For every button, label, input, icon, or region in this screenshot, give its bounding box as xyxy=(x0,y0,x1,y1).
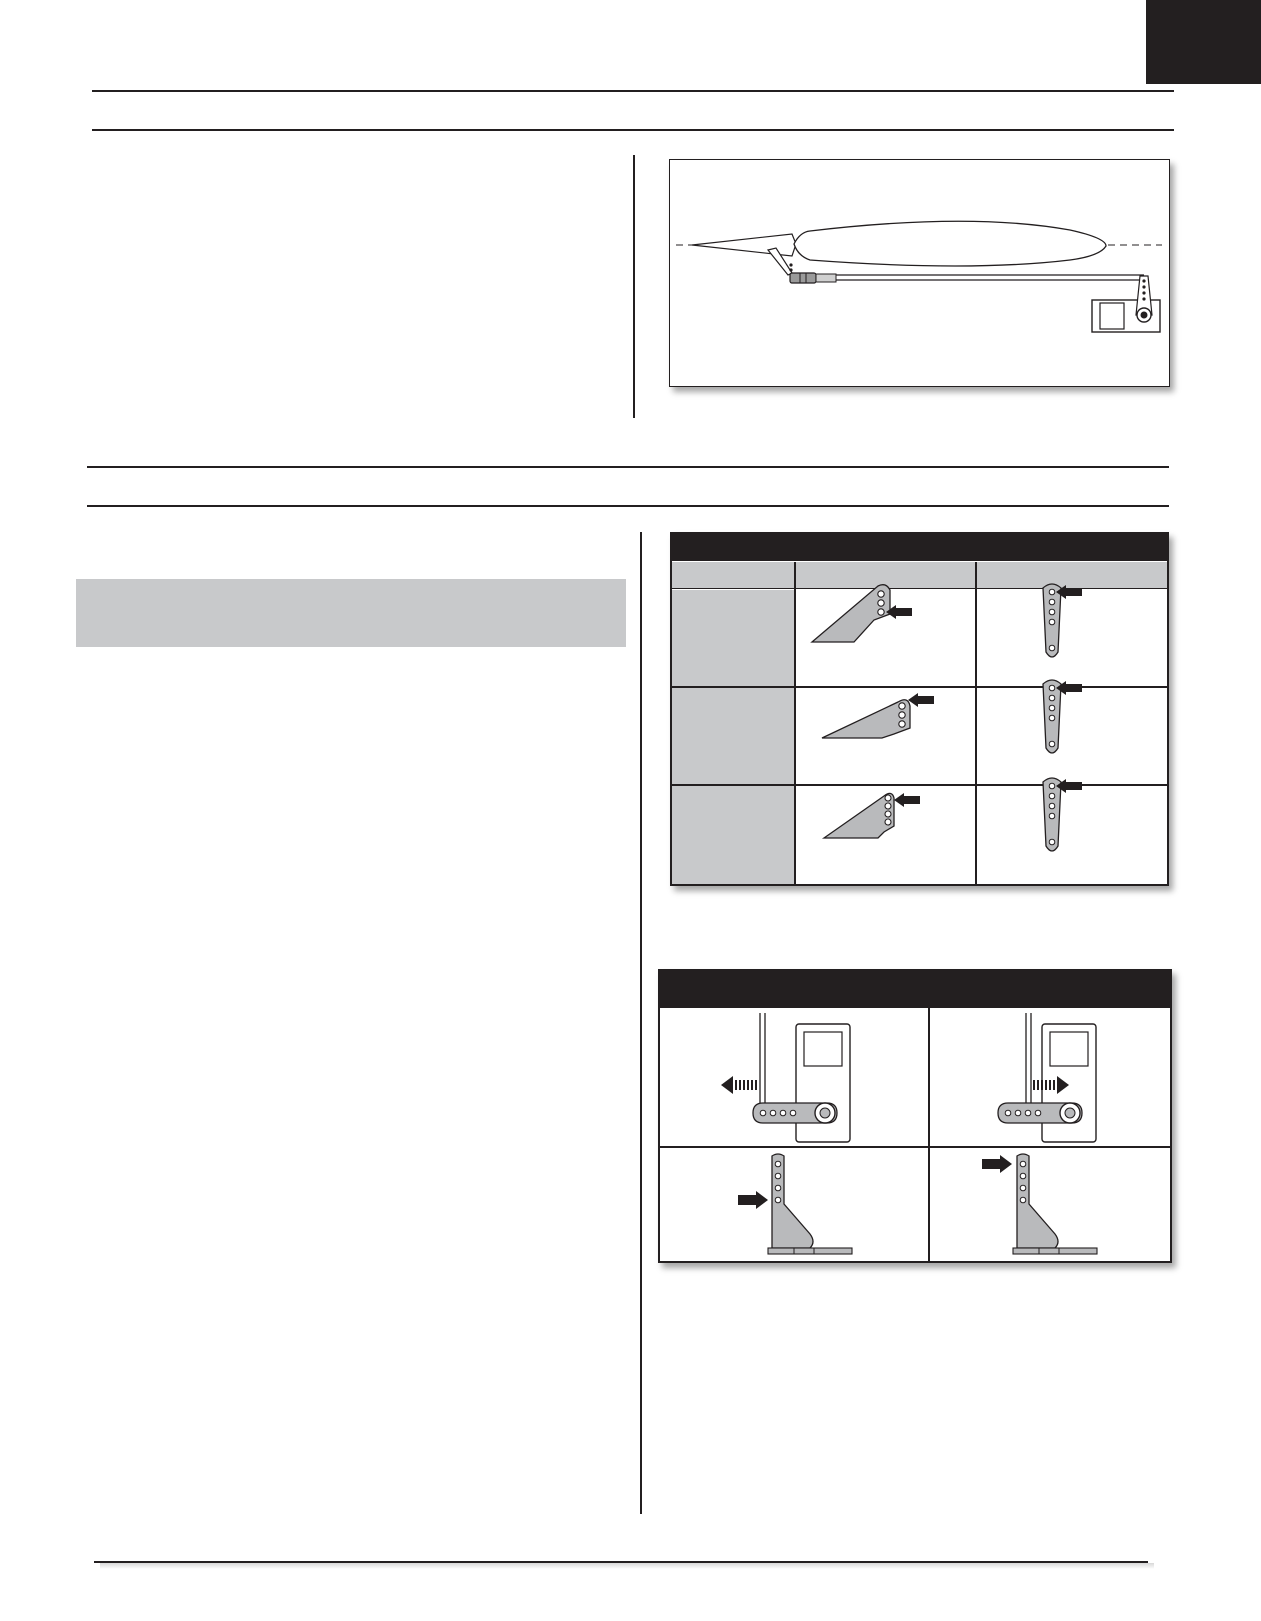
servo-arm-icon xyxy=(753,1103,837,1123)
servo-arm-icon xyxy=(1043,680,1061,753)
section-rule-bottom-2 xyxy=(87,505,1169,507)
horn-arm-illustrations xyxy=(672,534,1167,884)
arrow-icon xyxy=(908,693,934,707)
control-horn-icon xyxy=(1013,1154,1097,1254)
linkage-figure xyxy=(669,159,1170,387)
horn-hole-table xyxy=(670,532,1169,886)
callout-band xyxy=(76,579,626,647)
control-horn-icon xyxy=(824,793,894,838)
control-horn-icon xyxy=(768,1154,852,1254)
clevis-icon xyxy=(790,273,816,283)
section-tab xyxy=(1146,0,1261,84)
servo-arm-icon xyxy=(1043,778,1061,851)
section-rule-top-2 xyxy=(87,466,1169,468)
control-surface xyxy=(692,234,796,256)
servo-icon xyxy=(796,1024,850,1142)
arrow-icon xyxy=(894,793,920,807)
column-divider-2 xyxy=(640,532,642,1514)
direction-illustrations xyxy=(660,971,1170,1261)
arrow-icon xyxy=(982,1155,1012,1173)
wing-profile-icon xyxy=(794,221,1106,266)
footer-shadow xyxy=(100,1563,1154,1569)
servo-arm-icon xyxy=(1043,584,1061,657)
servo-arm-icon xyxy=(998,1103,1082,1123)
direction-table xyxy=(658,969,1172,1263)
control-horn-icon xyxy=(812,585,890,642)
section-rule-bottom xyxy=(92,129,1174,131)
column-divider xyxy=(633,155,635,418)
linkage-diagram xyxy=(670,160,1169,386)
control-horn-icon xyxy=(822,700,910,738)
section-rule-top xyxy=(92,90,1174,92)
arrow-icon xyxy=(738,1191,768,1209)
direction-arrow-left-icon xyxy=(721,1076,757,1094)
